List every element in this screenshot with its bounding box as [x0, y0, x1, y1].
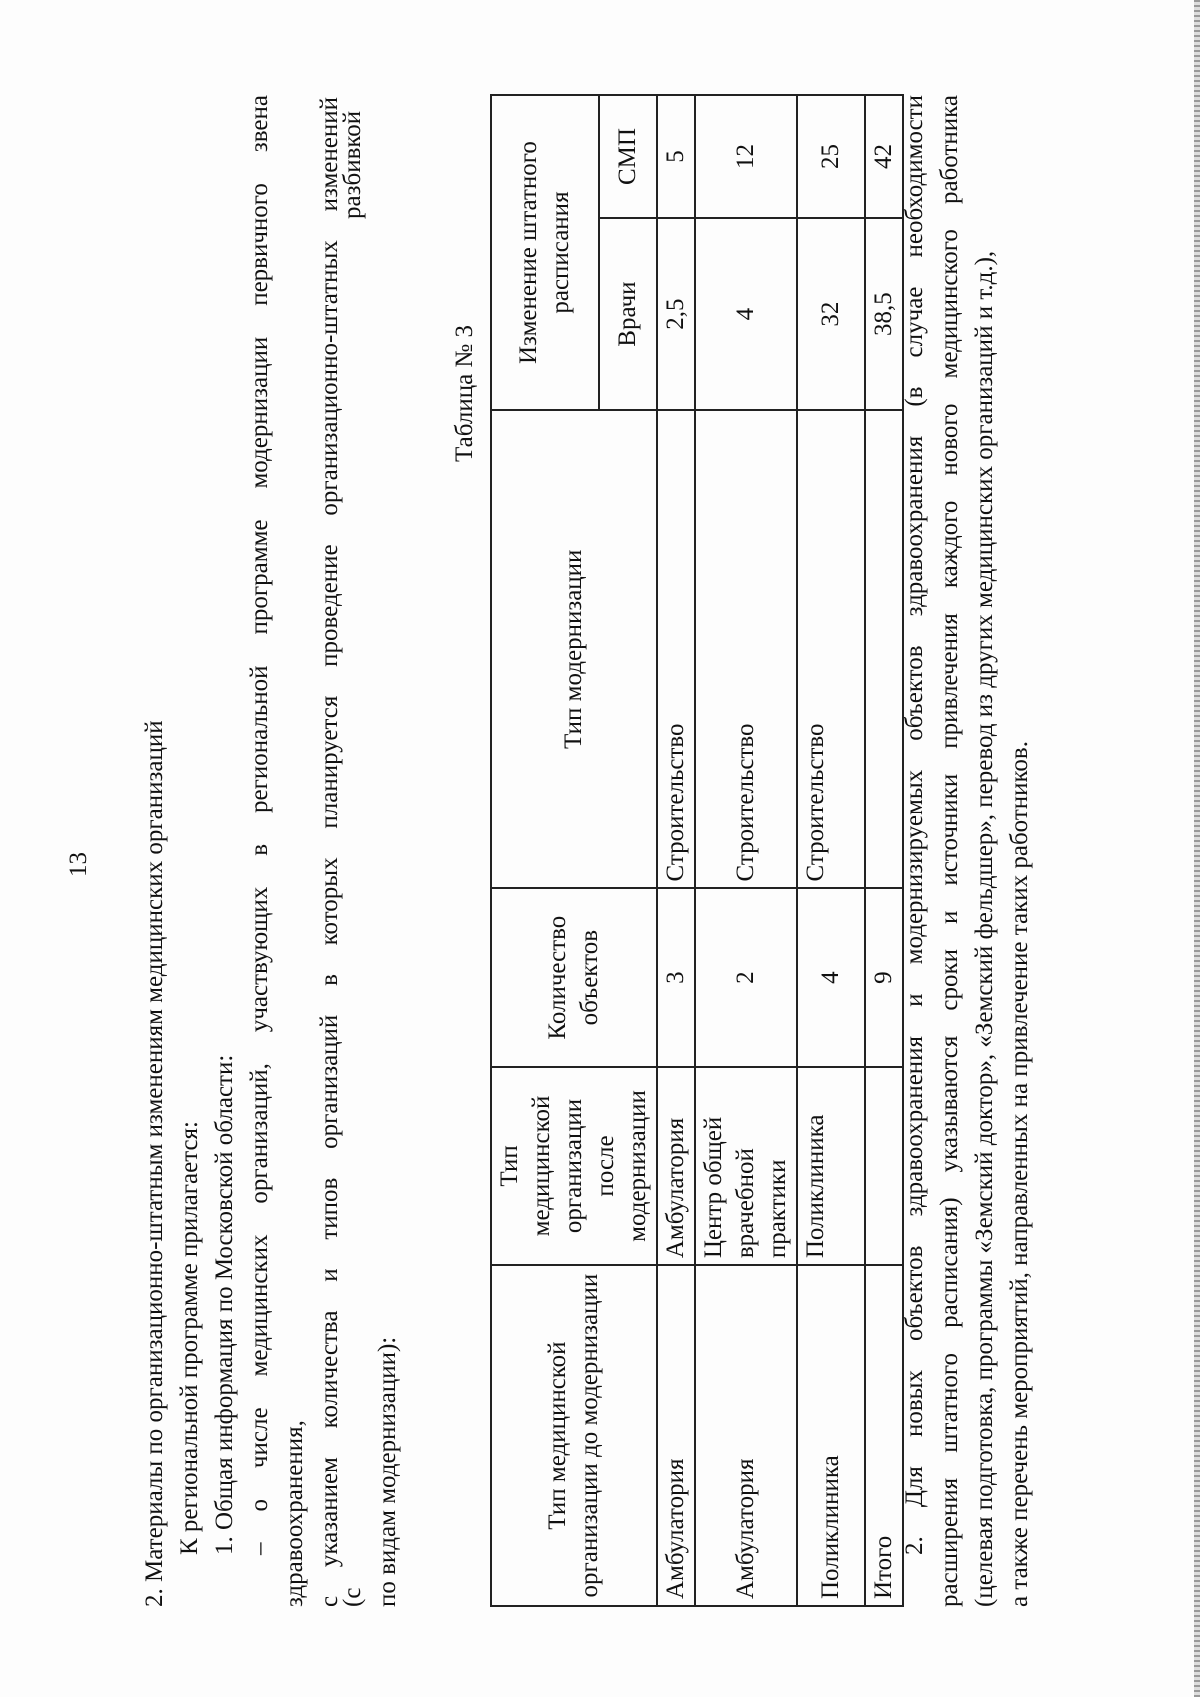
footer-paragraph-line: (целевая подготовка, программы «Земский доктор», «Земский фельдшер», перевод из других медицинских организаций и т.д.),	[971, 250, 998, 1607]
header-staff-change: Изменение штатного расписания	[491, 95, 599, 410]
cell-doctors: 4	[695, 218, 797, 410]
header-type-after: Тип медицинской организации после модернизации	[491, 1067, 657, 1265]
table-row	[797, 95, 865, 1606]
intro-line: (с	[339, 1587, 366, 1607]
cell-after: Амбулатория	[657, 1067, 695, 1265]
cell-smp: 5	[657, 95, 695, 218]
section-heading: 2. Материалы по организационно-штатным изменениям медицинских организаций	[141, 720, 168, 1607]
cell-smp: 25	[797, 95, 865, 218]
cell-doctors: 2,5	[657, 218, 695, 410]
intro-line: – о числе медицинских организаций, участвующих в региональной программе модернизации первичного звена	[246, 95, 273, 1555]
intro-line: с указанием количества и типов организаций в которых планируется проведение организационно-штатных изменений	[316, 97, 343, 1607]
cell-smp: 12	[695, 95, 797, 218]
cell-after: Центр общей врачебной практики	[695, 1067, 797, 1265]
header-count: Количество объектов	[491, 889, 657, 1067]
cell-count: 4	[797, 889, 865, 1067]
table-row	[695, 95, 797, 1606]
footer-paragraph-line: расширения штатного расписания) указываются сроки и источники привлечения каждого нового медицинского работника	[936, 95, 963, 1607]
cell-smp: 42	[865, 95, 903, 218]
cell-doctors: 32	[797, 218, 865, 410]
cell-count: 3	[657, 889, 695, 1067]
cell-count: 9	[865, 889, 903, 1067]
cell-before: Амбулатория	[695, 1265, 797, 1606]
cell-after: Поликлиника	[797, 1067, 865, 1265]
intro-line: по видам модернизации):	[374, 1336, 401, 1607]
cell-before: Поликлиника	[797, 1265, 865, 1606]
cell-type: Строительство	[657, 410, 695, 888]
modernization-table	[490, 94, 904, 1607]
cell-before: Итого	[865, 1265, 903, 1606]
page-number: 13	[65, 852, 92, 877]
cell-type: Строительство	[797, 410, 865, 888]
cell-type: Строительство	[695, 410, 797, 888]
cell-before: Амбулатория	[657, 1265, 695, 1606]
header-modernization-type: Тип модернизации	[491, 410, 657, 888]
intro-line: здравоохранения,	[281, 1420, 308, 1607]
header-type-before: Тип медицинской организации до модернизации	[491, 1265, 657, 1606]
table-row	[657, 95, 695, 1606]
header-doctors: Врачи	[599, 218, 657, 410]
footer-paragraph-line: 2. Для новых объектов здравоохранения и модернизируемых объектов здравоохранения (в случае необходимости	[901, 95, 928, 1555]
cell-doctors: 38,5	[865, 218, 903, 410]
footer-paragraph-line: а также перечень мероприятий, направленных на привлечение таких работников.	[1006, 741, 1033, 1607]
intro-line: разбивкой	[339, 110, 366, 219]
cell-count: 2	[695, 889, 797, 1067]
intro-line: К региональной программе прилагается:	[176, 1121, 203, 1555]
header-smp: СМП	[599, 95, 657, 218]
table-caption: Таблица № 3	[451, 324, 478, 462]
intro-line: 1. Общая информация по Московской области:	[211, 1054, 238, 1555]
